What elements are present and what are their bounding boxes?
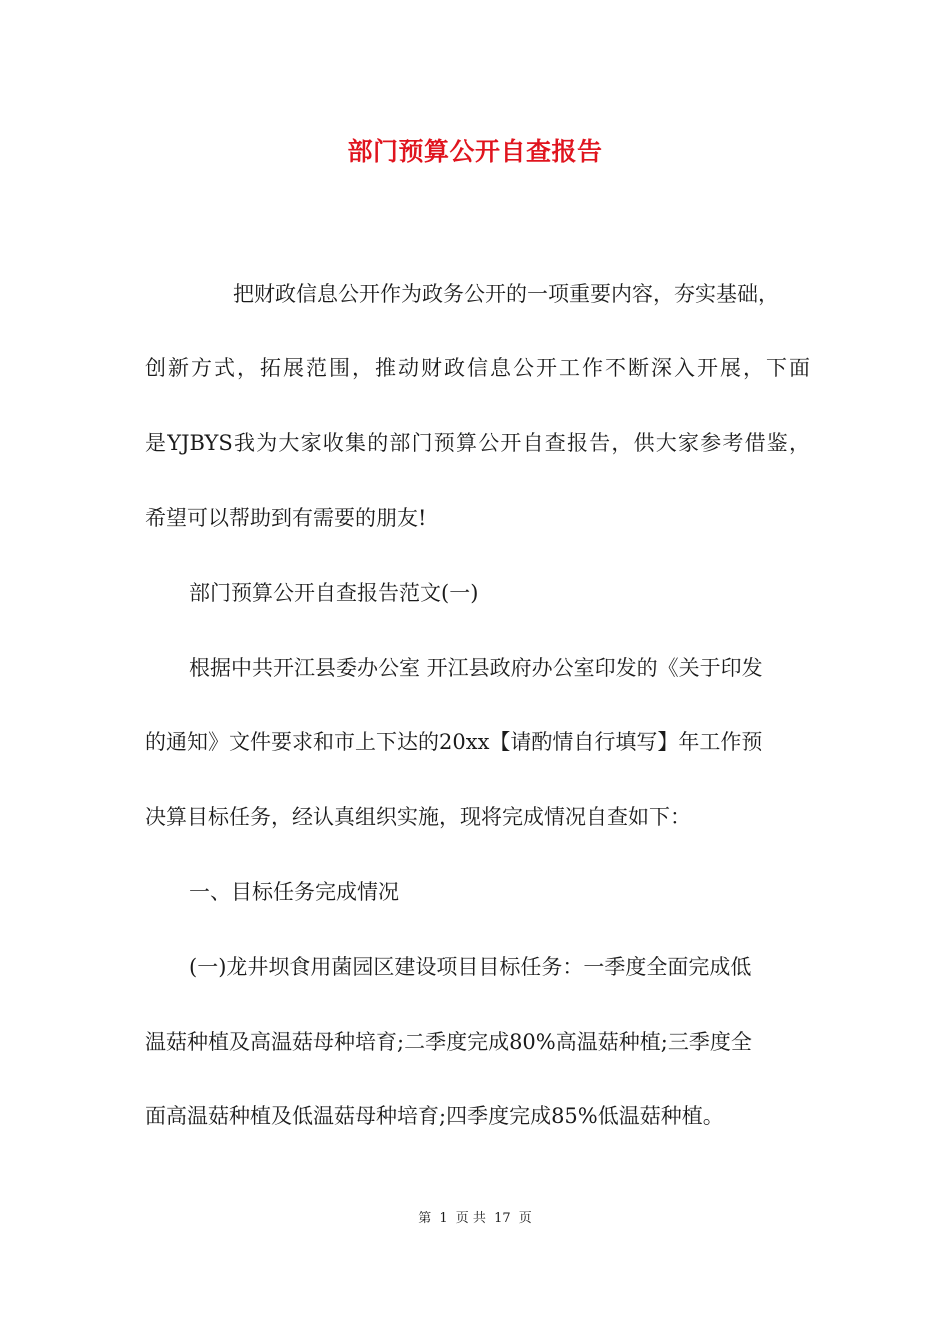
- document-title: 部门预算公开自查报告: [347, 137, 603, 166]
- paragraph-line-8: (一)龙井坝食用菌园区建设项目目标任务：一季度全面完成低: [189, 955, 752, 979]
- paragraph-line-4: 希望可以帮助到有需要的朋友!: [145, 506, 427, 530]
- paragraph-line-5: 根据中共开江县委办公室 开江县政府办公室印发的《关于印发: [189, 656, 763, 680]
- footer-suffix: 页: [518, 1211, 532, 1226]
- paragraph-line-6: 的通知》文件要求和市上下达的20xx【请酌情自行填写】年工作预: [145, 730, 763, 754]
- footer-total-pages: 17: [494, 1211, 511, 1226]
- footer-prefix: 第: [418, 1211, 432, 1226]
- footer-current-page: 1: [439, 1211, 448, 1226]
- paragraph-line-7: 决算目标任务，经认真组织实施，现将完成情况自查如下：: [145, 805, 691, 829]
- paragraph-line-3: 是YJBYS我为大家收集的部门预算公开自查报告，供大家参考借鉴，: [145, 431, 810, 455]
- paragraph-line-1: 把财政信息公开作为政务公开的一项重要内容，夯实基础，: [233, 282, 779, 306]
- paragraph-line-10: 面高温菇种植及低温菇母种培育;四季度完成85%低温菇种植。: [145, 1104, 724, 1128]
- paragraph-line-2: 创新方式，拓展范围，推动财政信息公开工作不断深入开展，下面: [145, 356, 810, 380]
- section-heading-1: 一、目标任务完成情况: [189, 880, 399, 904]
- footer-middle: 页 共: [455, 1211, 486, 1226]
- page-footer: [0, 1207, 950, 1226]
- section-heading-sample-1: 部门预算公开自查报告范文(一): [189, 581, 479, 605]
- paragraph-line-9: 温菇种植及高温菇母种培育;二季度完成80%高温菇种植;三季度全: [145, 1030, 752, 1054]
